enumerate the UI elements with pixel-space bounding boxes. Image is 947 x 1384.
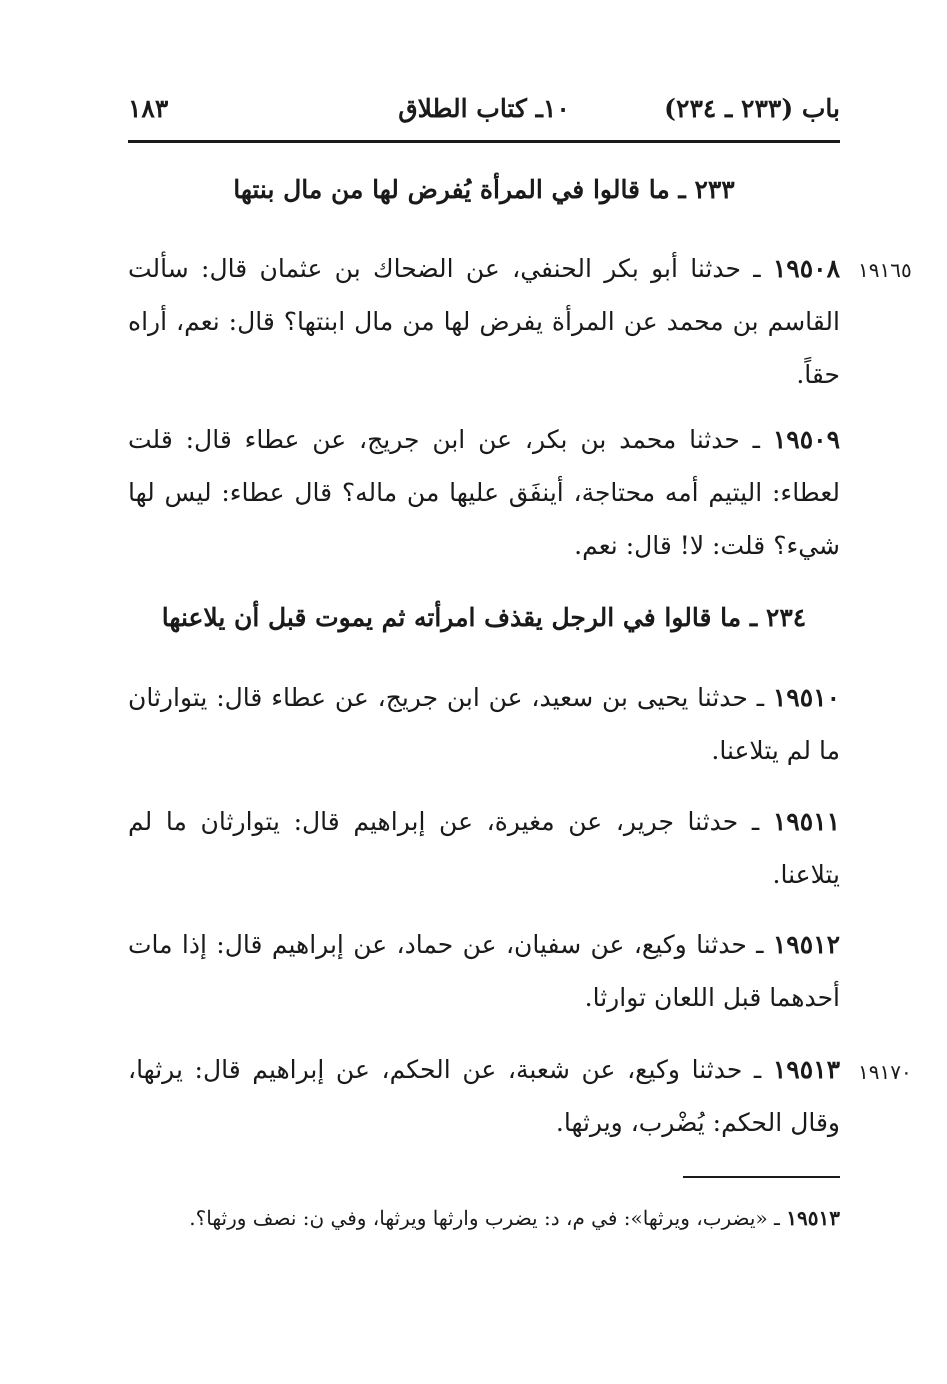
book-title: ١٠ـ كتاب الطلاق bbox=[398, 94, 570, 123]
hadith-number: ١٩٥١٢ bbox=[772, 930, 840, 959]
section-heading-234: ٢٣٤ ـ ما قالوا في الرجل يقذف امرأته ثم يموت قبل أن يلاعنها bbox=[161, 603, 807, 632]
hadith-number: ١٩٥٠٩ bbox=[772, 425, 840, 454]
section-heading-233: ٢٣٣ ـ ما قالوا في المرأة يُفرض لها من مال بنتها bbox=[233, 175, 735, 204]
footnote-text: ـ «يضرب، ويرثها»: في م، د: يضرب وارثها ويرثها، وفي ن: نصف ورثها؟. bbox=[189, 1206, 787, 1230]
hadith-number: ١٩٥٠٨ bbox=[772, 254, 840, 283]
hadith-19509 bbox=[128, 413, 840, 572]
page-header bbox=[128, 94, 840, 134]
hadith-text: ـ حدثنا يحيى بن سعيد، عن ابن جريج، عن عطاء قال: يتوارثان ما لم يتلاعنا. bbox=[128, 683, 840, 765]
hadith-text: ـ حدثنا وكيع، عن شعبة، عن الحكم، عن إبراهيم قال: يرثها، وقال الحكم: يُضْرب، ويرثها. bbox=[128, 1055, 840, 1137]
page-number: ١٨٣ bbox=[128, 94, 169, 123]
hadith-text: ـ حدثنا وكيع، عن سفيان، عن حماد، عن إبراهيم قال: إذا مات أحدهما قبل اللعان توارثا. bbox=[128, 930, 840, 1012]
footnote bbox=[128, 1196, 840, 1240]
hadith-number: ١٩٥١٠ bbox=[772, 683, 840, 712]
hadith-text: ـ حدثنا أبو بكر الحنفي، عن الضحاك بن عثمان قال: سألت القاسم بن محمد عن المرأة يفرض لها من مال ابنتها؟ قال: نعم، أراه حقاً. bbox=[128, 254, 840, 389]
hadith-19513 bbox=[128, 1043, 840, 1149]
hadith-19510 bbox=[128, 671, 840, 777]
footnote-number: ١٩٥١٣ bbox=[786, 1206, 840, 1230]
hadith-text: ـ حدثنا جرير، عن مغيرة، عن إبراهيم قال: يتوارثان ما لم يتلاعنا. bbox=[128, 807, 840, 889]
margin-number: ١٩١٧٠ bbox=[858, 1060, 912, 1084]
hadith-19511 bbox=[128, 795, 840, 901]
hadith-number: ١٩٥١٣ bbox=[772, 1055, 840, 1084]
chapter-range: باب (٢٣٣ ـ ٢٣٤) bbox=[664, 94, 840, 123]
header-divider bbox=[128, 140, 840, 143]
hadith-text: ـ حدثنا محمد بن بكر، عن ابن جريج، عن عطاء قال: قلت لعطاء: اليتيم أمه محتاجة، أينفَق عليها من ماله؟ قال عطاء: ليس لها شيء؟ قلت: لا! قال: نعم. bbox=[128, 425, 840, 560]
hadith-19512 bbox=[128, 918, 840, 1024]
hadith-19508 bbox=[128, 242, 840, 401]
footnote-divider bbox=[683, 1176, 840, 1178]
hadith-number: ١٩٥١١ bbox=[772, 807, 840, 836]
margin-number: ١٩١٦٥ bbox=[858, 258, 912, 282]
